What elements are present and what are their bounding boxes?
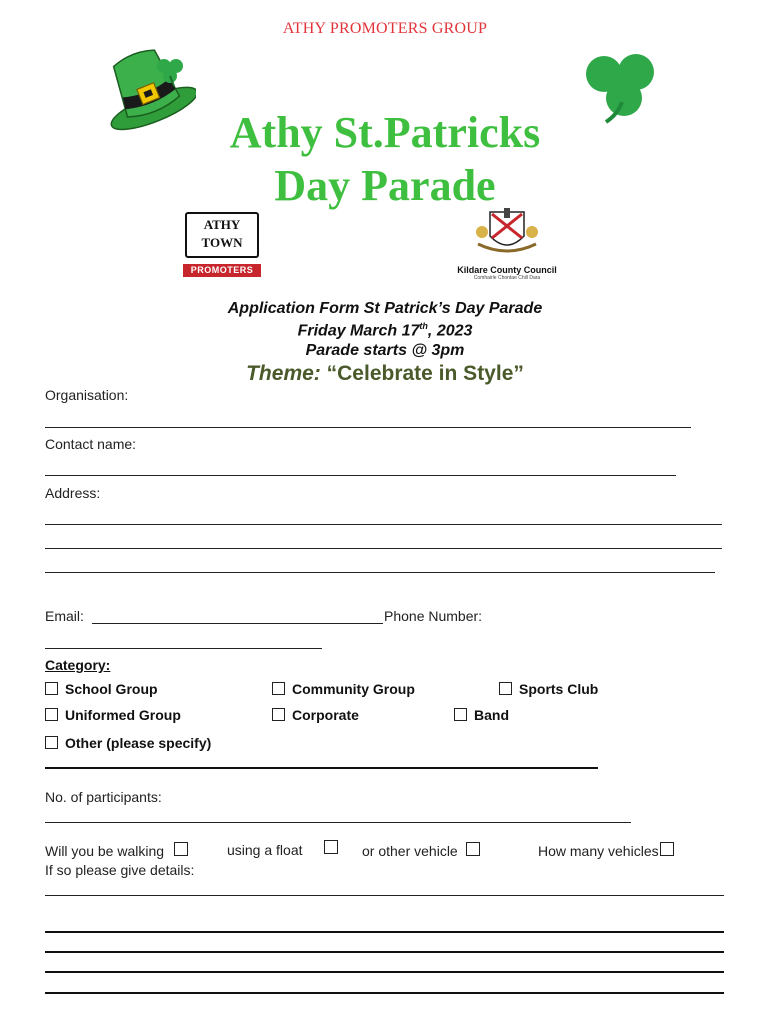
theme-value: “Celebrate in Style”: [326, 362, 524, 385]
details-field-line1[interactable]: [45, 895, 724, 896]
theme-label: Theme:: [246, 362, 321, 385]
contact-name-label: Contact name:: [45, 436, 137, 452]
parade-date-suffix: , 2023: [427, 322, 473, 340]
kildare-county-council-logo: [442, 208, 572, 284]
address-field-line3[interactable]: [45, 572, 715, 573]
corporate-checkbox[interactable]: [272, 708, 285, 721]
vehicle-count-checkbox[interactable]: [660, 842, 674, 856]
float-checkbox[interactable]: [324, 840, 338, 854]
vehicle-count-label: How many vehicles: [538, 843, 659, 859]
band-label: Band: [474, 707, 509, 723]
organisation-field[interactable]: [45, 427, 691, 428]
details-field-line4[interactable]: [45, 971, 724, 973]
parade-start-time: Parade starts @ 3pm: [305, 342, 465, 359]
category-band[interactable]: [454, 707, 509, 723]
athy-town-promoters-logo: [183, 212, 261, 278]
organisation-label: Organisation:: [45, 387, 129, 403]
parade-theme: [0, 362, 770, 386]
community-group-checkbox[interactable]: [272, 682, 285, 695]
sports-club-label: Sports Club: [519, 681, 599, 697]
address-field-line2[interactable]: [45, 548, 722, 549]
walking-label: Will you be walking: [45, 843, 165, 859]
float-label: using a float: [227, 842, 303, 858]
category-community-group[interactable]: [272, 681, 415, 697]
details-field-line2[interactable]: [45, 931, 724, 933]
details-label: If so please give details:: [45, 862, 195, 878]
corporate-label: Corporate: [292, 707, 359, 723]
parade-date: [0, 321, 770, 340]
category-other[interactable]: [45, 735, 211, 751]
other-vehicle-label: or other vehicle: [362, 843, 458, 859]
other-label: Other (please specify): [65, 735, 212, 751]
uniformed-group-label: Uniformed Group: [65, 707, 181, 723]
community-group-label: Community Group: [292, 681, 415, 697]
council-irish-name: Comhairle Chontae Chill Dara: [473, 275, 541, 281]
school-group-checkbox[interactable]: [45, 682, 58, 695]
band-checkbox[interactable]: [454, 708, 467, 721]
logo-promoters-text: PROMOTERS: [183, 264, 261, 277]
header-org-name: ATHY PROMOTERS GROUP: [282, 20, 488, 37]
phone-number-field[interactable]: [45, 648, 322, 649]
details-field-line5[interactable]: [45, 992, 724, 994]
phone-number-label: Phone Number:: [384, 608, 483, 624]
school-group-label: School Group: [65, 681, 158, 697]
walking-option: [45, 842, 195, 859]
email-label: Email:: [45, 608, 84, 624]
logo-town-text: TOWN: [201, 235, 243, 250]
other-vehicle-option: [362, 842, 487, 859]
category-heading: Category:: [45, 657, 111, 673]
category-school-group[interactable]: [45, 681, 158, 697]
parade-date-sup: th: [419, 321, 428, 331]
logo-athy-text: ATHY: [203, 217, 241, 232]
category-corporate[interactable]: [272, 707, 359, 723]
other-checkbox[interactable]: [45, 736, 58, 749]
council-crest-icon: [442, 208, 572, 260]
form-title: Application Form St Patrick’s Day Parade: [227, 300, 543, 317]
council-name: Kildare County Council: [457, 265, 557, 275]
address-field-line1[interactable]: [45, 524, 722, 525]
participants-label: No. of participants:: [45, 789, 162, 805]
parade-title-line2: Day Parade: [274, 161, 496, 210]
category-sports-club[interactable]: [499, 681, 598, 697]
category-uniformed-group[interactable]: [45, 707, 181, 723]
other-vehicle-checkbox[interactable]: [466, 842, 480, 856]
address-label: Address:: [45, 485, 101, 501]
parade-date-prefix: Friday March 17: [297, 322, 420, 340]
contact-name-field[interactable]: [45, 475, 676, 476]
sports-club-checkbox[interactable]: [499, 682, 512, 695]
details-field-line3[interactable]: [45, 951, 724, 953]
walking-checkbox[interactable]: [174, 842, 188, 856]
other-specify-field[interactable]: [45, 767, 598, 769]
email-field[interactable]: [92, 623, 383, 624]
parade-title-line1: Athy St.Patricks: [229, 108, 541, 157]
participants-field[interactable]: [45, 822, 631, 823]
vehicle-count-option: [538, 842, 681, 859]
uniformed-group-checkbox[interactable]: [45, 708, 58, 721]
